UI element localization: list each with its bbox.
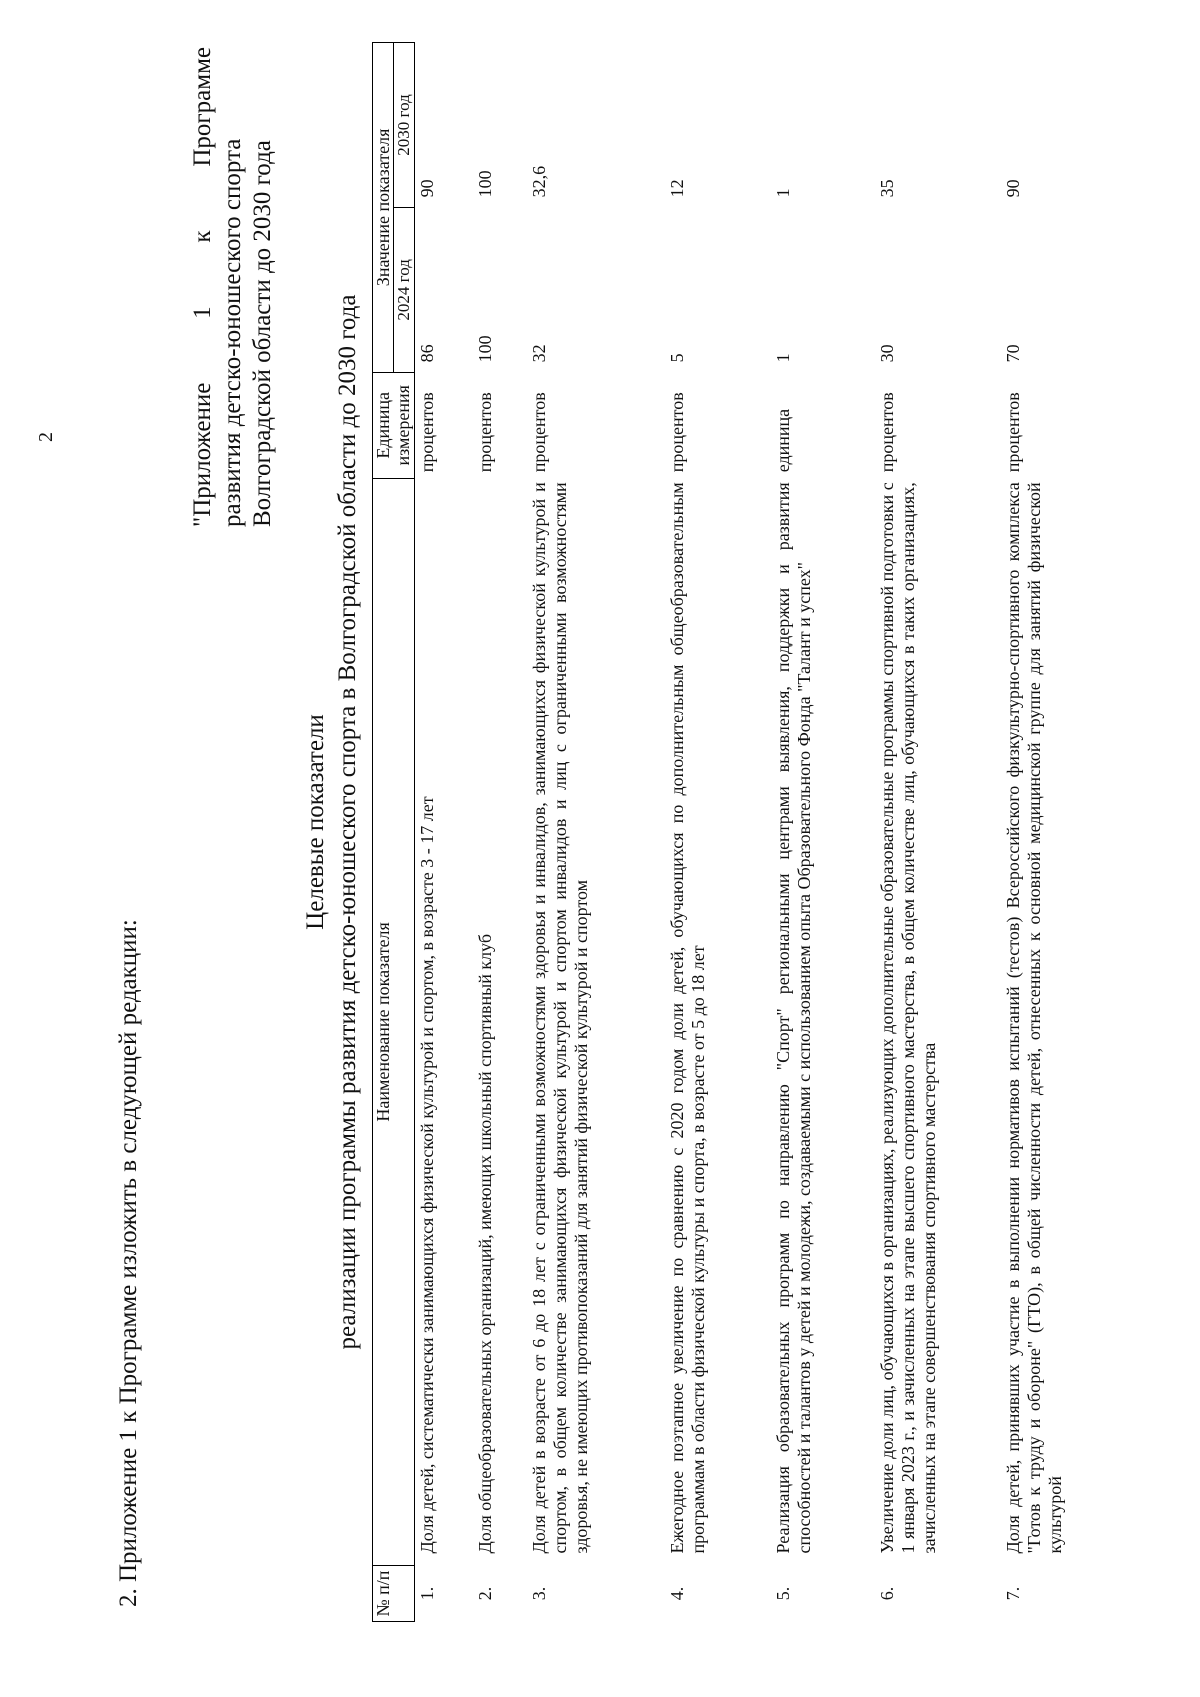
indicator-unit: процентов (667, 392, 687, 473)
header-value: Значение показателя (373, 43, 394, 373)
value-2024: 86 (417, 344, 437, 363)
value-2024: 5 (667, 353, 687, 363)
value-2030: 35 (877, 179, 897, 198)
indicator-name: Доля детей, принявших участие в выполнении нормативов испытаний (тестов) Всероссийского физкультурно-спортивного комплекса "Готов к труду и обороне" (ГТО), в общей численности детей, отнесенных к основной медицинской группе для занятий физической культурой (1003, 482, 1065, 1554)
header-number: № п/п (373, 1566, 415, 1622)
document-title (300, 42, 364, 1602)
amendment-lead-text: 2. Приложение 1 к Программе изложить в следующей редакции: (115, 919, 142, 1607)
header-year-2024: 2024 год (394, 207, 415, 372)
indicator-name: Реализация образовательных программ по направлению "Спорт" региональными центрами выявления, поддержки и развития способностей и талантов у детей и молодежи, создаваемыми с использованием опыта Образовательного Фонда "Талант и успех" (773, 482, 814, 1554)
table-row (415, 43, 474, 1622)
appendix-line-3: Волгоградской области до 2030 года (249, 140, 276, 527)
value-2024: 100 (475, 335, 495, 363)
table-row (473, 43, 527, 1622)
header-indicator-name: Наименование показателя (373, 478, 415, 1565)
header-year-2030: 2030 год (394, 43, 415, 208)
table-row (527, 43, 665, 1622)
table-row (771, 43, 875, 1622)
indicator-unit: процентов (1003, 392, 1023, 473)
value-2024: 1 (773, 353, 793, 363)
indicator-name: Увеличение доли лиц, обучающихся в организациях, реализующих дополнительные образовательные программы спортивной подготовки с 1 января 2023 г., и зачисленных на этапе высшего спортивного мастерства, в общем количестве лиц, обучающихся в таких организациях, зачисленных на этапе совершенствования спортивного мастерства (877, 482, 939, 1554)
value-2024: 70 (1003, 344, 1023, 363)
value-2030: 90 (417, 179, 437, 198)
value-2024: 32 (529, 344, 549, 363)
indicator-name: Доля общеобразовательных организаций, имеющих школьный спортивный клуб (475, 934, 495, 1554)
header-unit: Единица измерения (373, 372, 415, 478)
indicator-unit: процентов (529, 392, 549, 473)
row-number: 2. (475, 1586, 495, 1601)
indicator-name: Доля детей, систематически занимающихся физической культурой и спортом, в возрасте 3 - 17 лет (417, 796, 437, 1554)
title-line-2: реализации программы развития детско-юношеского спорта в Волгоградской области до 2030 года (334, 294, 361, 1350)
row-number: 4. (667, 1586, 687, 1601)
value-2030: 100 (475, 170, 495, 198)
appendix-line-1: "Приложение 1 к Программе (189, 47, 216, 527)
table-header (373, 43, 415, 1622)
indicators-table (372, 42, 1103, 1622)
table-row (1001, 43, 1103, 1622)
appendix-header (188, 47, 278, 527)
indicator-name: Доля детей в возрасте от 6 до 18 лет с ограниченными возможностями здоровья и инвалидов, занимающихся физической культурой и спортом, в общем количестве занимающихся физической культурой и спортом инвалидов и лиц с ограниченными возможностями здоровья, не имеющих противопоказаний для занятий физической культурой и спортом (529, 482, 591, 1554)
row-number: 6. (877, 1586, 897, 1601)
title-line-1: Целевые показатели (302, 714, 329, 930)
row-number: 1. (417, 1586, 437, 1601)
table-row (875, 43, 1001, 1622)
indicator-name: Ежегодное поэтапное увеличение по сравнению с 2020 годом доли детей, обучающихся по дополнительным общеобразовательным программам в области физической культуры и спорта, в возрасте от 5 до 18 лет (667, 482, 708, 1554)
indicator-unit: процентов (417, 392, 437, 473)
indicator-unit: процентов (475, 392, 495, 473)
row-number: 5. (773, 1586, 793, 1601)
value-2030: 12 (667, 179, 687, 198)
indicator-unit: процентов (877, 392, 897, 473)
value-2030: 90 (1003, 179, 1023, 198)
row-number: 7. (1003, 1586, 1023, 1601)
appendix-line-2: развития детско-юношеского спорта (219, 138, 246, 527)
value-2024: 30 (877, 344, 897, 363)
row-number: 3. (529, 1586, 549, 1601)
table-row (665, 43, 771, 1622)
value-2030: 32,6 (529, 165, 549, 198)
page-number: 2 (35, 432, 57, 442)
indicator-unit: единица (773, 408, 793, 473)
value-2030: 1 (773, 188, 793, 198)
